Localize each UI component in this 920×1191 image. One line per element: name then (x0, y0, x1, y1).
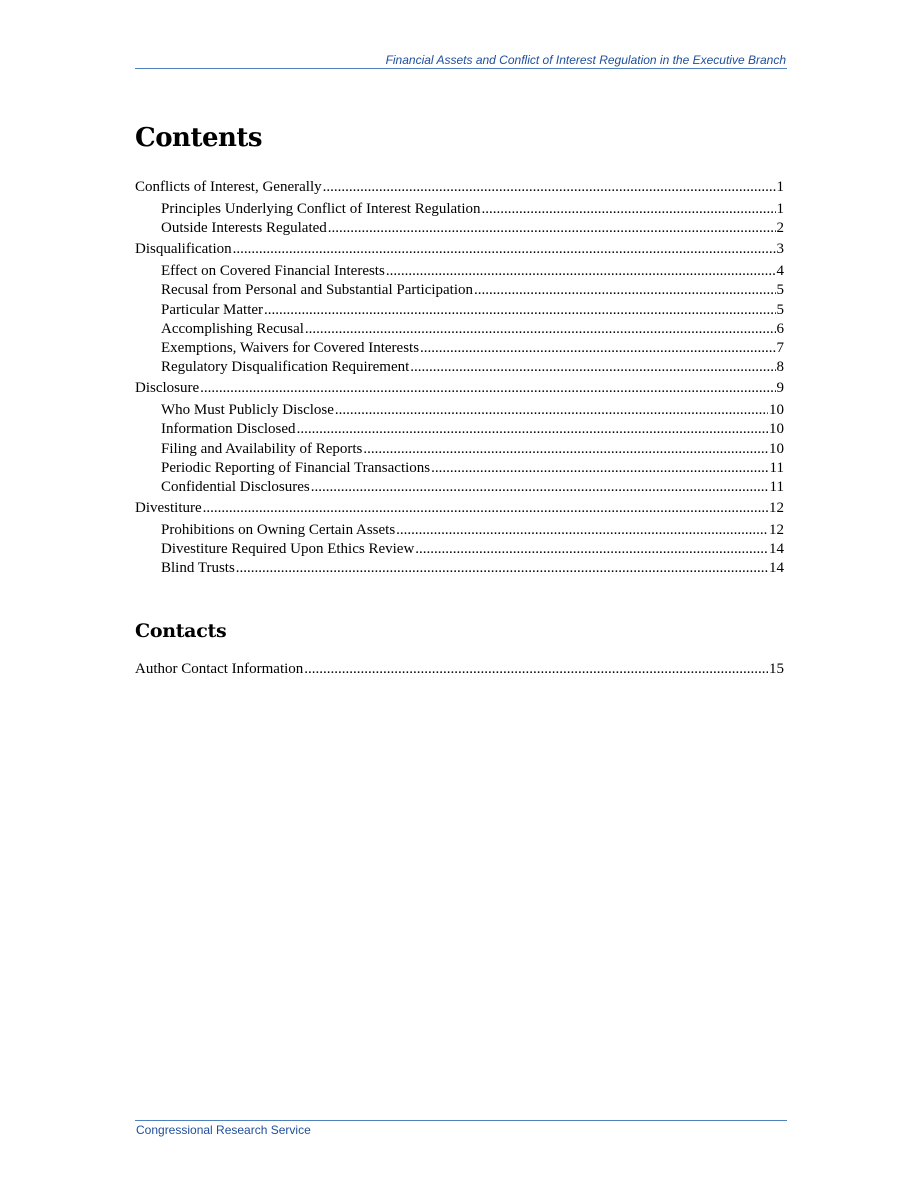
toc-dot-leader (386, 262, 776, 281)
toc-entry[interactable] (161, 301, 784, 320)
toc-entry-label: Disclosure (135, 380, 200, 397)
toc-entry-label: Particular Matter (161, 301, 264, 318)
toc-entry-page-number: 9 (776, 380, 784, 397)
toc-entry-page-number: 5 (776, 301, 784, 318)
toc-entry-label: Filing and Availability of Reports (161, 440, 363, 457)
toc-entry-label: Accomplishing Recusal (161, 320, 304, 337)
toc-entry[interactable] (135, 240, 784, 259)
toc-entry-label: Divestiture Required Upon Ethics Review (161, 541, 415, 558)
toc-dot-leader (474, 281, 775, 300)
toc-entry[interactable] (161, 401, 784, 420)
toc-entry-label: Principles Underlying Conflict of Interest Regulation (161, 201, 481, 217)
toc-dot-leader (415, 540, 768, 559)
toc-entry[interactable] (161, 521, 784, 540)
toc-dot-leader (200, 379, 775, 398)
toc-dot-leader (420, 339, 775, 358)
toc-entry[interactable] (135, 660, 784, 679)
toc-entry-page-number: 1 (776, 201, 784, 217)
toc-entry-page-number: 2 (776, 220, 784, 237)
toc-entry-label: Author Contact Information (135, 661, 304, 677)
toc-dot-leader (233, 240, 776, 259)
toc-entry[interactable] (161, 200, 784, 219)
toc-entry-page-number: 1 (776, 179, 784, 195)
toc-dot-leader (396, 521, 768, 540)
toc-entry-page-number: 10 (769, 440, 784, 457)
toc-dot-leader (311, 478, 769, 497)
toc-entry[interactable] (161, 358, 784, 377)
toc-entry[interactable] (161, 281, 784, 300)
toc-entry-page-number: 8 (776, 359, 784, 376)
toc-entry[interactable] (135, 178, 784, 197)
toc-dot-leader (264, 301, 775, 320)
toc-dot-leader (297, 420, 768, 439)
toc-entry-page-number: 11 (769, 479, 784, 495)
toc-entry[interactable] (161, 440, 784, 459)
toc-entry-label: Blind Trusts (161, 560, 235, 577)
header-rule (135, 68, 787, 69)
toc-dot-leader (328, 219, 776, 238)
toc-entry[interactable] (161, 219, 784, 238)
toc-entry-label: Disqualification (135, 241, 232, 258)
running-header-title: Financial Assets and Conflict of Interest Regulation in the Executive Branch (385, 53, 786, 67)
toc-entry-label: Prohibitions on Owning Certain Assets (161, 522, 396, 538)
toc-entry[interactable] (161, 320, 784, 339)
toc-entry-label: Periodic Reporting of Financial Transactions (161, 459, 431, 476)
toc-entry-page-number: 5 (776, 282, 784, 299)
toc-dot-leader (323, 178, 776, 197)
toc-entry-label: Effect on Covered Financial Interests (161, 263, 385, 280)
toc-dot-leader (236, 559, 768, 578)
toc-entry-page-number: 4 (776, 263, 784, 280)
toc-dot-leader (410, 358, 775, 377)
toc-entry-label: Divestiture (135, 500, 202, 516)
toc-entry-label: Recusal from Personal and Substantial Participation (161, 282, 474, 299)
toc-entry-page-number: 3 (776, 241, 784, 258)
toc-entry-label: Regulatory Disqualification Requirement (161, 359, 410, 376)
toc-entry-label: Who Must Publicly Disclose (161, 402, 334, 419)
toc-entry-label: Confidential Disclosures (161, 479, 310, 495)
toc-entry[interactable] (135, 379, 784, 398)
toc-entry-page-number: 14 (769, 560, 784, 577)
toc-entry-label: Information Disclosed (161, 421, 296, 438)
toc-entry[interactable] (161, 540, 784, 559)
toc-entry[interactable] (161, 559, 784, 578)
toc-entry-page-number: 10 (769, 402, 784, 419)
toc-entry[interactable] (161, 478, 784, 497)
toc-entry-label: Outside Interests Regulated (161, 220, 327, 237)
toc-entry-page-number: 10 (769, 421, 784, 438)
toc-entry[interactable] (161, 420, 784, 439)
toc-dot-leader (363, 440, 768, 459)
toc-dot-leader (304, 660, 768, 679)
toc-dot-leader (482, 200, 776, 219)
toc-entry[interactable] (161, 459, 784, 478)
contents-heading: Contents (135, 123, 263, 153)
toc-entry-page-number: 12 (769, 500, 784, 516)
toc-entry-page-number: 15 (769, 661, 784, 677)
toc-dot-leader (203, 499, 768, 518)
toc-entry-page-number: 7 (776, 340, 784, 356)
toc-entry[interactable] (135, 499, 784, 518)
toc-dot-leader (305, 320, 776, 339)
toc-entry-label: Conflicts of Interest, Generally (135, 179, 322, 195)
toc-entry-label: Exemptions, Waivers for Covered Interests (161, 340, 420, 356)
toc-entry-page-number: 14 (769, 541, 784, 558)
toc-entry[interactable] (161, 339, 784, 358)
toc-entry-page-number: 12 (769, 522, 784, 538)
toc-entry-page-number: 11 (769, 459, 784, 476)
contacts-heading: Contacts (135, 620, 227, 642)
toc-dot-leader (431, 459, 768, 478)
toc-entry[interactable] (161, 262, 784, 281)
toc-entry-page-number: 6 (776, 320, 784, 337)
toc-dot-leader (335, 401, 768, 420)
footer-organization: Congressional Research Service (136, 1123, 311, 1137)
footer-rule (135, 1120, 787, 1121)
